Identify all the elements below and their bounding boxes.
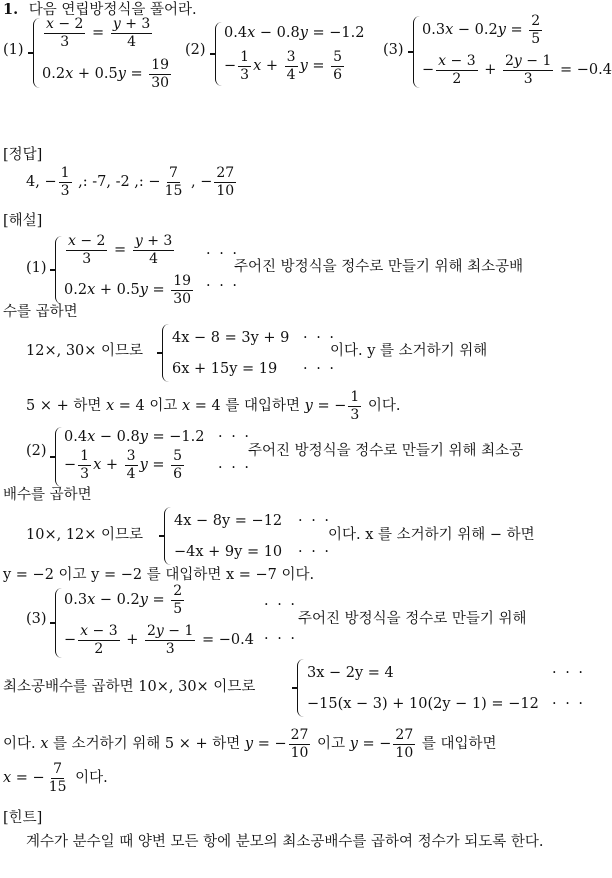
equation: 3x − 2y = 4 xyxy=(307,665,394,681)
explanation-text: 10×, 12× 이므로 xyxy=(26,527,144,543)
explanation-text: 이다. y 를 소거하기 위해 xyxy=(330,343,488,359)
problem-item-label: (1) xyxy=(3,42,24,58)
equation: 0.3x − 0.2y = $\frac{2}{5}$ xyxy=(422,13,541,47)
equation: − $\frac{1}{3}$ x + $\frac{3}{4}$ y = $\frac{5}{6}$ xyxy=(64,448,183,482)
continuation-dots: · · · xyxy=(218,429,252,445)
system-brace xyxy=(55,236,62,304)
explanation-text: 최소공배수를 곱하면 10×, 30× 이므로 xyxy=(3,679,256,695)
equation: − $\frac{x - 3}{2}$ + $\frac{2y - 1}{3}$ = −0.4 xyxy=(64,623,254,657)
explanation-text: 주어진 방정식을 정수로 만들기 위해 xyxy=(298,611,527,627)
equation: − $\frac{x - 3}{2}$ + $\frac{2y - 1}{3}$ = −0.4 xyxy=(422,53,612,87)
explanation-text: 12×, 30× 이므로 xyxy=(26,343,144,359)
problem-number: 1. xyxy=(3,1,19,18)
problem-item-label: (2) xyxy=(185,42,206,58)
system-brace xyxy=(55,588,62,658)
equation: 4x − 8y = −12 xyxy=(174,513,283,529)
system-brace xyxy=(413,16,420,88)
explanation-text: 주어진 방정식을 정수로 만들기 위해 최소공배 xyxy=(234,259,524,275)
equation: 0.4x − 0.8y = −1.2 xyxy=(224,25,365,41)
equation: $\frac{x - 2}{3}$ = $\frac{y + 3}{4}$ xyxy=(46,16,151,50)
equation: 6x + 15y = 19 xyxy=(172,361,278,377)
equation: −4x + 9y = 10 xyxy=(174,544,283,560)
explanation-item-label: (3) xyxy=(26,611,47,627)
explanation-text: 배수를 곱하면 xyxy=(3,487,92,503)
continuation-dots: · · · xyxy=(264,631,298,647)
equation: − $\frac{1}{3}$ x + $\frac{3}{4}$ y = $\frac{5}{6}$ xyxy=(224,49,343,83)
continuation-dots: · · · xyxy=(552,665,586,681)
answer-line: 4, − $\frac{1}{3}$ ,: -7, -2 ,: − $\frac{7}{15}$ , − $\frac{27}{10}$ xyxy=(26,165,235,199)
explanation-item-label: (1) xyxy=(26,260,47,276)
continuation-dots: · · · xyxy=(206,278,240,294)
equation: 0.2x + 0.5y = $\frac{19}{30}$ xyxy=(64,273,192,307)
equation: −15(x − 3) + 10(2y − 1) = −12 xyxy=(307,696,539,712)
continuation-dots: · · · xyxy=(298,513,332,529)
continuation-dots: · · · xyxy=(218,460,252,476)
explanation-text: 주어진 방정식을 정수로 만들기 위해 최소공 xyxy=(248,443,524,459)
problem-instruction: 다음 연립방정식을 풀어라. xyxy=(28,2,197,18)
continuation-dots: · · · xyxy=(206,246,240,262)
answer-heading: [정답] xyxy=(3,147,43,163)
continuation-dots: · · · xyxy=(303,361,337,377)
hint-heading: [힌트] xyxy=(3,810,43,826)
system-brace xyxy=(215,22,222,86)
equation: 4x − 8 = 3y + 9 xyxy=(172,330,290,346)
problem-item-label: (3) xyxy=(383,42,404,58)
system-brace xyxy=(33,18,40,88)
continuation-dots: · · · xyxy=(552,696,586,712)
explanation-result: y = −2 이고 y = −2 를 대입하면 x = −7 이다. xyxy=(3,567,315,583)
explanation-result: 5 × + 하면 x = 4 이고 x = 4 를 대입하면 y = − $\frac{1}{3}$ 이다. xyxy=(26,389,401,423)
equation: 0.4x − 0.8y = −1.2 xyxy=(64,429,205,445)
system-brace xyxy=(164,507,171,565)
explanation-text: 수를 곱하면 xyxy=(3,304,78,320)
explanation-result: x = − $\frac{7}{15}$ 이다. xyxy=(3,761,108,795)
system-brace xyxy=(297,659,304,717)
system-brace xyxy=(55,427,62,487)
continuation-dots: · · · xyxy=(303,330,337,346)
hint-text: 계수가 분수일 때 양변 모든 항에 분모의 최소공배수를 곱하여 정수가 되도록 한다. xyxy=(26,834,544,850)
continuation-dots: · · · xyxy=(264,597,298,613)
explanation-heading: [해설] xyxy=(3,213,43,229)
equation: $\frac{x - 2}{3}$ = $\frac{y + 3}{4}$ xyxy=(68,233,173,267)
continuation-dots: · · · xyxy=(298,544,332,560)
equation: 0.2x + 0.5y = $\frac{19}{30}$ xyxy=(42,57,170,91)
explanation-text: 이다. x 를 소거하기 위해 5 × + 하면 y = − $\frac{27}{10}$ 이고 y = − $\frac{27}{10}$ 를 대입하면 xyxy=(3,727,497,761)
system-brace xyxy=(162,324,169,382)
explanation-item-label: (2) xyxy=(26,443,47,459)
equation: 0.3x − 0.2y = $\frac{2}{5}$ xyxy=(64,583,183,617)
explanation-text: 이다. x 를 소거하기 위해 − 하면 xyxy=(328,527,535,543)
